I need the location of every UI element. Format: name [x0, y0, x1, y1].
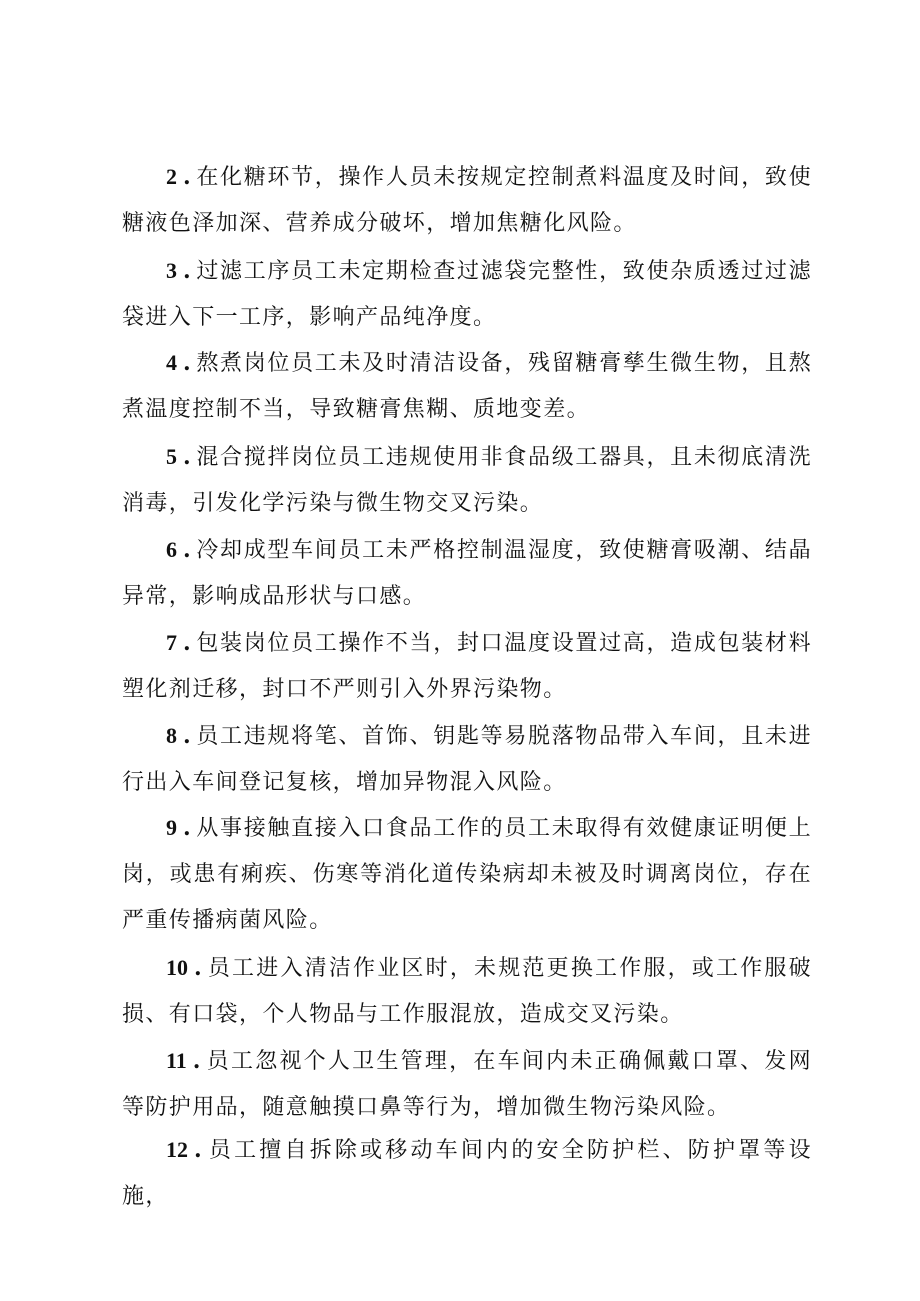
item-text: 员工违规将笔、首饰、钥匙等易脱落物品带入车间，且未进行出入车间登记复核，增加异物混入风险。: [122, 724, 812, 795]
item-text: 冷却成型车间员工未严格控制温湿度，致使糖膏吸潮、结晶异常，影响成品形状与口感。: [122, 538, 812, 609]
item-text: 在化糖环节，操作人员未按规定控制煮料温度及时间，致使糖液色泽加深、营养成分破坏，增加焦糖化风险。: [122, 165, 812, 236]
item-number: 12: [166, 1137, 188, 1162]
item-dot: .: [194, 955, 204, 981]
item-number: 4: [166, 350, 177, 375]
item-text: 从事接触直接入口食品工作的员工未取得有效健康证明便上岗，或患有痢疾、伤寒等消化道传染病却未被及时调离岗位，存在严重传播病菌风险。: [122, 816, 812, 933]
item-number: 11: [166, 1048, 187, 1073]
item-dot: .: [183, 537, 193, 563]
item-dot: .: [183, 723, 193, 749]
item-dot: .: [183, 350, 193, 376]
item-text: 员工进入清洁作业区时，未规范更换工作服，或工作服破损、有口袋，个人物品与工作服混放，造成交叉污染。: [122, 956, 812, 1027]
list-item: [122, 1038, 812, 1131]
item-dot: .: [183, 630, 193, 656]
item-dot: .: [183, 815, 193, 841]
item-text: 员工擅自拆除或移动车间内的安全防护栏、防护罩等设施，: [122, 1138, 812, 1209]
list-item: [122, 805, 812, 944]
item-text: 包装岗位员工操作不当，封口温度设置过高，造成包装材料塑化剂迁移，封口不严则引入外界污染物。: [122, 631, 812, 702]
item-number: 10: [166, 955, 188, 980]
item-number: 3: [166, 258, 177, 283]
item-dot: .: [183, 164, 193, 190]
list-item: [122, 154, 812, 247]
item-dot: .: [192, 1048, 202, 1074]
item-number: 8: [166, 723, 177, 748]
list-item: [122, 713, 812, 806]
item-dot: .: [183, 444, 193, 470]
item-text: 员工忽视个人卫生管理，在车间内未正确佩戴口罩、发网等防护用品，随意触摸口鼻等行为，增加微生物污染风险。: [122, 1049, 812, 1120]
item-number: 6: [166, 537, 177, 562]
item-text: 过滤工序员工未定期检查过滤袋完整性，致使杂质透过过滤袋进入下一工序，影响产品纯净度。: [122, 259, 812, 330]
list-item: [122, 945, 812, 1038]
item-dot: .: [194, 1137, 204, 1163]
item-number: 7: [166, 630, 177, 655]
item-text: 混合搅拌岗位员工违规使用非食品级工器具，且未彻底清洗消毒，引发化学污染与微生物交叉污染。: [122, 445, 812, 516]
list-item: [122, 434, 812, 527]
list-item: [122, 248, 812, 341]
item-number: 5: [166, 444, 177, 469]
item-text: 熬煮岗位员工未及时清洁设备，残留糖膏孳生微生物，且熬煮温度控制不当，导致糖膏焦糊、质地变差。: [122, 351, 812, 422]
list-item: [122, 1127, 812, 1220]
list-item: [122, 620, 812, 713]
item-number: 2: [166, 164, 177, 189]
list-item: [122, 527, 812, 620]
list-item: [122, 340, 812, 433]
item-number: 9: [166, 815, 177, 840]
item-dot: .: [183, 258, 193, 284]
